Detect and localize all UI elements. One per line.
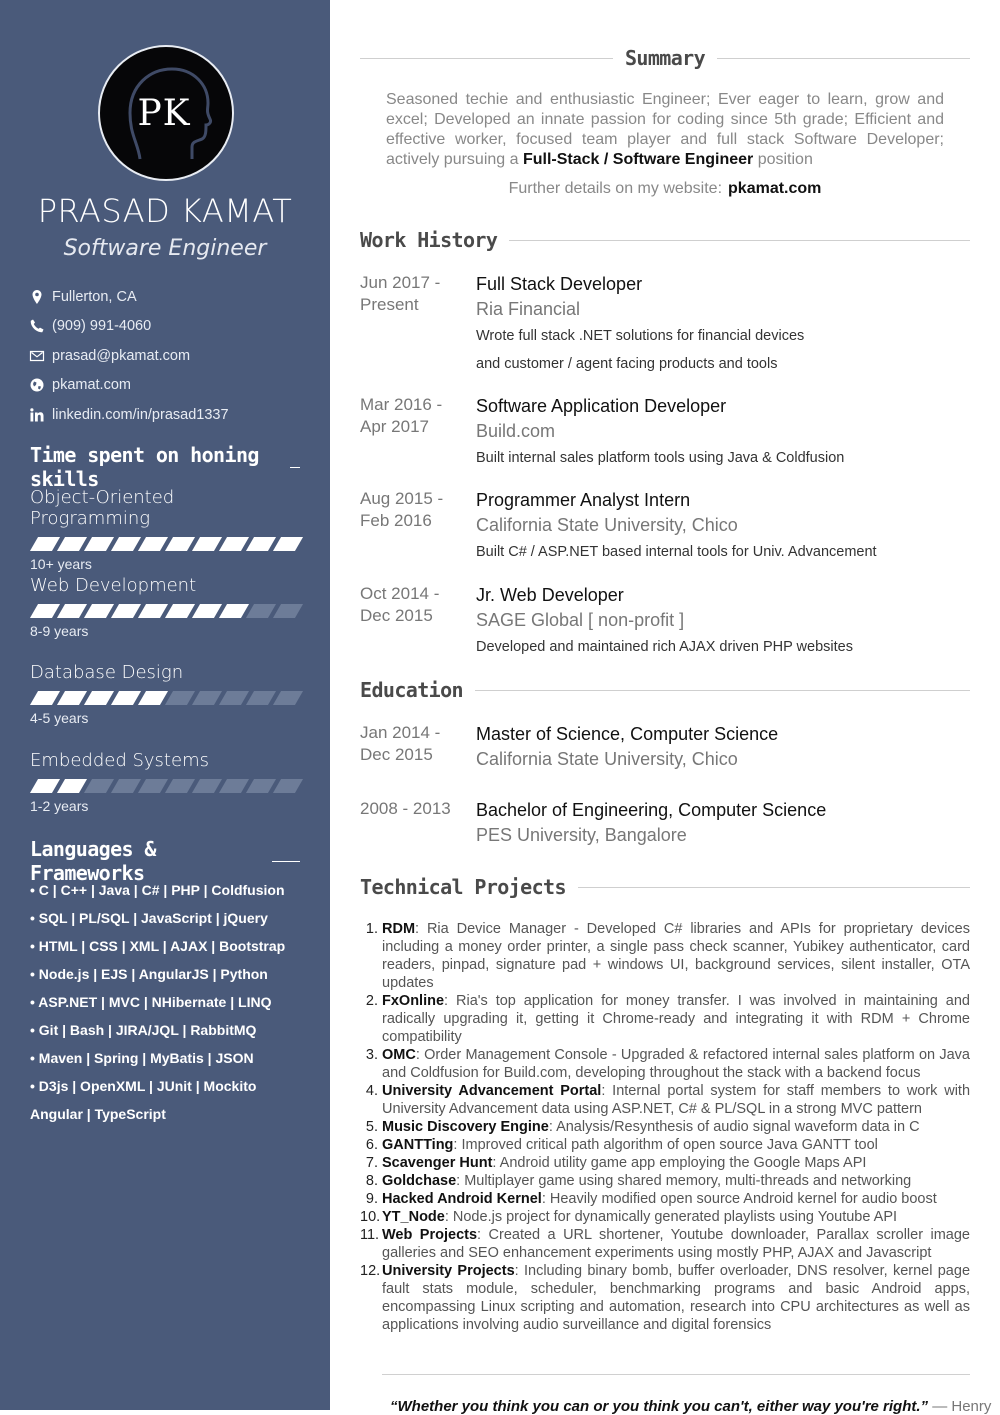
skill-segment-filled bbox=[138, 691, 168, 705]
profile-title: Software Engineer bbox=[63, 236, 267, 261]
skill-segment-filled bbox=[138, 537, 168, 551]
date-start: Mar 2016 - bbox=[360, 395, 443, 414]
languages-item: • Git | Bash | JIRA/JQL | RabbitMQ bbox=[30, 1022, 257, 1038]
summary-heading bbox=[360, 46, 970, 70]
skill-name: Database Design bbox=[30, 662, 184, 683]
skill-years: 4-5 years bbox=[30, 710, 89, 726]
skill-name: Web Development bbox=[30, 575, 197, 596]
project-item: 5. Music Discovery Engine: Analysis/Resynthesis of audio signal waveform data in C bbox=[365, 1119, 920, 1135]
languages-heading-rule bbox=[272, 861, 300, 862]
skill-segment-empty bbox=[246, 691, 276, 705]
project-item: 1. RDM: Ria Device Manager - Developed C# libraries and APIs for proprietary devices including a money order printer, a single pass check scanner, Yubikey authenticator, card readers, pinpad, signature pad + windows UI, background services, silent installer, OTA updates bbox=[365, 921, 970, 991]
skill-segment-empty bbox=[192, 691, 222, 705]
skills-heading bbox=[30, 443, 300, 491]
work-entry-org: California State University, Chico bbox=[476, 515, 738, 535]
date-end: Apr 2017 bbox=[360, 417, 429, 436]
work-history-heading-text: Work History bbox=[360, 228, 498, 252]
skill-segment-filled bbox=[165, 604, 195, 618]
skill-segment-empty bbox=[84, 779, 114, 793]
project-item: 7. Scavenger Hunt: Android utility game app employing the Google Maps API bbox=[365, 1155, 867, 1171]
profile-name: PRASAD KAMAT bbox=[37, 192, 293, 230]
skill-name: Object-Oriented Programming bbox=[30, 487, 175, 529]
skill-segment-filled bbox=[30, 779, 60, 793]
languages-item: • Node.js | EJS | AngularJS | Python bbox=[30, 966, 268, 982]
work-entry-role: Software Application Developer bbox=[476, 396, 727, 416]
languages-item: Angular | TypeScript bbox=[30, 1106, 166, 1122]
website-link[interactable]: pkamat.com bbox=[728, 180, 822, 197]
skill-segment-empty bbox=[246, 604, 276, 618]
projects-heading-rule bbox=[578, 887, 970, 888]
project-item: 2. FxOnline: Ria's top application for money transfer. I was involved in maintaining and radically upgrading it, getting it Chrome-ready and integrating it with RDM + Chrome compatibility bbox=[365, 993, 970, 1045]
work-entry-content bbox=[476, 394, 970, 472]
education-entry-content bbox=[476, 722, 970, 772]
skill-segment-filled bbox=[30, 537, 60, 551]
project-item: 11. Web Projects: Created a URL shortener, Youtube downloader, Parallax scroller image galleries and SEO enhancement experiments using mostly PHP, AJAX and Javascript bbox=[360, 1227, 970, 1261]
project-desc: : Created a URL shortener, Youtube downloader, Parallax scroller image galleries and SEO enhancement experiments using mostly PHP, AJAX and Javascript bbox=[382, 1227, 970, 1261]
languages-item: • Maven | Spring | MyBatis | JSON bbox=[30, 1050, 254, 1066]
contact-linkedin[interactable] bbox=[30, 400, 229, 430]
contact-phone-text[interactable]: (909) 991-4060 bbox=[52, 318, 152, 335]
project-desc: : Internal portal system for staff members to work with University Advancement data using ASP.NET, C# & PL/SQL in a strong MVC pattern bbox=[382, 1083, 971, 1117]
skill-years: 1-2 years bbox=[30, 798, 89, 814]
skill-segment-filled bbox=[30, 691, 60, 705]
skill-segment-filled bbox=[192, 537, 222, 551]
phone-icon bbox=[30, 319, 52, 333]
skill-segment-empty bbox=[192, 779, 222, 793]
skill-segment-empty bbox=[219, 691, 249, 705]
skill-database-design bbox=[30, 662, 300, 726]
skill-segment-filled bbox=[246, 537, 276, 551]
avatar bbox=[98, 45, 234, 181]
skill-segment-empty bbox=[246, 779, 276, 793]
languages-list bbox=[30, 880, 285, 1132]
skill-segment-empty bbox=[273, 604, 303, 618]
website-label: Further details on my website: bbox=[508, 180, 723, 197]
skill-years: 10+ years bbox=[30, 556, 92, 572]
contact-linkedin-text[interactable]: linkedin.com/in/prasad1337 bbox=[52, 406, 229, 423]
languages-item: • D3js | OpenXML | JUnit | Mockito bbox=[30, 1078, 257, 1094]
skill-segment-filled bbox=[111, 537, 141, 551]
education-entry-school: PES University, Bangalore bbox=[476, 825, 687, 845]
projects-list bbox=[360, 920, 971, 1334]
skill-segment-filled bbox=[273, 537, 303, 551]
skill-segment-empty bbox=[219, 779, 249, 793]
project-name: OMC bbox=[382, 1047, 416, 1063]
summary-body: Seasoned techie and enthusiastic Engineer; Ever eager to learn, grow and excel; Developed an innate passion for coding since 5th grade; Efficient and effective worker, focused team player and full stack Software Developer; actively pursuing a bbox=[386, 91, 944, 168]
work-entry-role: Full Stack Developer bbox=[476, 274, 643, 294]
bottom-divider bbox=[382, 1374, 970, 1375]
project-desc: : Ria Device Manager - Developed C# libraries and APIs for proprietary devices including a money order printer, a single pass check scanner, Yubikey authenticator, card readers, pinpad, signature pad + windows UI, background services, silent installer, OTA updates bbox=[382, 921, 970, 991]
skill-bar bbox=[30, 604, 300, 618]
education-entry-school: California State University, Chico bbox=[476, 749, 738, 769]
skill-name: Embedded Systems bbox=[30, 750, 209, 771]
summary-highlight: Full-Stack / Software Engineer bbox=[522, 151, 754, 168]
skill-segment-filled bbox=[57, 537, 87, 551]
project-desc: : Ria's top application for money transfer. I was involved in maintaining and radically upgrading it, getting it Chrome-ready and integrating it with RDM + Chrome compatibility bbox=[382, 993, 970, 1045]
project-name: RDM bbox=[382, 921, 416, 937]
skill-segment-empty bbox=[165, 779, 195, 793]
project-name: Scavenger Hunt bbox=[382, 1155, 493, 1171]
skill-segment-filled bbox=[84, 604, 114, 618]
work-entry-content bbox=[476, 488, 970, 566]
contact-website[interactable] bbox=[30, 371, 229, 401]
education-entry-content bbox=[476, 798, 970, 848]
education-entry-degree: Master of Science, Computer Science bbox=[476, 724, 779, 744]
sidebar bbox=[0, 0, 330, 1410]
skill-oop bbox=[30, 487, 300, 572]
project-desc: : Node.js project for dynamically generated playlists using Youtube API bbox=[444, 1209, 898, 1225]
work-entry-desc: and customer / agent facing products and tools bbox=[476, 356, 778, 372]
website-line bbox=[360, 180, 970, 198]
date-start: Jan 2014 - bbox=[360, 723, 441, 742]
work-entry-content bbox=[476, 272, 970, 378]
linkedin-icon bbox=[30, 408, 52, 422]
skill-segment-empty bbox=[273, 779, 303, 793]
globe-icon bbox=[30, 378, 52, 392]
skill-years: 8-9 years bbox=[30, 623, 89, 639]
project-item: 10. YT_Node: Node.js project for dynamically generated playlists using Youtube API bbox=[360, 1209, 898, 1225]
work-entry-date bbox=[360, 272, 470, 316]
date-start: Oct 2014 - bbox=[360, 584, 440, 603]
contact-list bbox=[30, 282, 229, 430]
envelope-icon bbox=[30, 349, 52, 363]
skills-heading-rule bbox=[290, 467, 300, 468]
skill-segment-empty bbox=[273, 691, 303, 705]
quote bbox=[390, 1398, 992, 1415]
skill-segment-filled bbox=[30, 604, 60, 618]
project-name: YT_Node bbox=[382, 1209, 445, 1225]
work-entry-org: Ria Financial bbox=[476, 299, 581, 319]
avatar-initials: PK bbox=[137, 92, 191, 134]
projects-heading-text: Technical Projects bbox=[360, 875, 566, 899]
project-desc: : Multiplayer game using shared memory, multi-threads and networking bbox=[456, 1173, 912, 1189]
date-end: Feb 2016 bbox=[360, 511, 432, 530]
work-history-heading-rule bbox=[509, 240, 970, 241]
project-name: GANTTing bbox=[382, 1137, 454, 1153]
summary-tail: position bbox=[753, 151, 813, 168]
skill-segment-filled bbox=[219, 604, 249, 618]
education-heading-rule bbox=[475, 690, 970, 691]
summary-heading-text: Summary bbox=[624, 46, 706, 70]
languages-heading-text: Languages & Frameworks bbox=[30, 837, 156, 885]
summary-heading-rule-left bbox=[360, 58, 613, 59]
work-entry-org: Build.com bbox=[476, 421, 556, 441]
work-entry-role: Programmer Analyst Intern bbox=[476, 490, 691, 510]
project-name: University Projects bbox=[382, 1263, 515, 1279]
education-entry-degree: Bachelor of Engineering, Computer Science bbox=[476, 800, 827, 820]
languages-heading bbox=[30, 837, 300, 885]
skill-segment-filled bbox=[111, 604, 141, 618]
work-entry-desc: Developed and maintained rich AJAX driven PHP websites bbox=[476, 639, 853, 655]
location-pin-icon bbox=[30, 290, 52, 304]
education-entry-date bbox=[360, 798, 470, 820]
contact-website-text[interactable]: pkamat.com bbox=[52, 377, 131, 394]
education-entry-date bbox=[360, 722, 470, 766]
skill-segment-filled bbox=[57, 691, 87, 705]
skill-segment-empty bbox=[138, 779, 168, 793]
skill-bar bbox=[30, 779, 300, 793]
project-name: University Advancement Portal bbox=[382, 1083, 602, 1099]
work-entry-desc: Built internal sales platform tools using Java & Coldfusion bbox=[476, 450, 845, 466]
work-entry-date bbox=[360, 583, 470, 627]
work-entry-date bbox=[360, 394, 470, 438]
date-start: 2008 - 2013 bbox=[360, 799, 451, 818]
contact-email-text[interactable]: prasad@pkamat.com bbox=[52, 347, 191, 364]
project-name: Hacked Android Kernel bbox=[382, 1191, 542, 1207]
skill-segment-filled bbox=[219, 537, 249, 551]
work-entry-date bbox=[360, 488, 470, 532]
skills-heading-text: Time spent on honing skills bbox=[30, 443, 259, 491]
skill-embedded-systems bbox=[30, 750, 300, 814]
project-desc: : Improved critical path algorithm of open source Java GANTT tool bbox=[453, 1137, 878, 1153]
work-entry-desc: Wrote full stack .NET solutions for financial devices bbox=[476, 328, 805, 344]
project-item: 6. GANTTing: Improved critical path algorithm of open source Java GANTT tool bbox=[365, 1137, 878, 1153]
work-entry-org: SAGE Global [ non-profit ] bbox=[476, 610, 685, 630]
skill-segment-filled bbox=[84, 537, 114, 551]
project-name: Goldchase bbox=[382, 1173, 457, 1189]
skill-segment-filled bbox=[138, 604, 168, 618]
date-end: Dec 2015 bbox=[360, 606, 433, 625]
date-start: Jun 2017 - bbox=[360, 273, 441, 292]
languages-item: • ASP.NET | MVC | NHibernate | LINQ bbox=[30, 994, 272, 1010]
skill-segment-empty bbox=[165, 691, 195, 705]
languages-item: • SQL | PL/SQL | JavaScript | jQuery bbox=[30, 910, 268, 926]
contact-phone[interactable] bbox=[30, 312, 229, 342]
contact-email[interactable] bbox=[30, 341, 229, 371]
main-content bbox=[360, 0, 992, 1415]
project-item: 3. OMC: Order Management Console - Upgraded & refactored internal sales platform on Java and Coldfusion for Build.com, developing throughout the stack with a backend focus bbox=[365, 1047, 970, 1081]
skill-segment-filled bbox=[111, 691, 141, 705]
education-heading-text: Education bbox=[360, 678, 463, 702]
skill-bar bbox=[30, 537, 300, 551]
languages-item: • HTML | CSS | XML | AJAX | Bootstrap bbox=[30, 938, 286, 954]
work-history-heading bbox=[360, 228, 970, 252]
skill-web-development bbox=[30, 575, 300, 639]
skill-segment-filled bbox=[57, 604, 87, 618]
project-item: 9. Hacked Android Kernel: Heavily modified open source Android kernel for audio boost bbox=[365, 1191, 937, 1207]
work-entry-role: Jr. Web Developer bbox=[476, 585, 624, 605]
skill-segment-filled bbox=[57, 779, 87, 793]
date-end: Dec 2015 bbox=[360, 745, 433, 764]
project-item: 8. Goldchase: Multiplayer game using shared memory, multi-threads and networking bbox=[365, 1173, 912, 1189]
quote-text: “Whether you think you can or you think you can't, either way you're right.” bbox=[390, 1398, 929, 1415]
education-heading bbox=[360, 678, 970, 702]
project-item: 4. University Advancement Portal: Internal portal system for staff members to work with University Advancement data using ASP.NET, C# & PL/SQL in a strong MVC pattern bbox=[365, 1083, 971, 1117]
contact-location bbox=[30, 282, 229, 312]
skill-segment-filled bbox=[192, 604, 222, 618]
work-entry-desc: Built C# / ASP.NET based internal tools for Univ. Advancement bbox=[476, 544, 877, 560]
quote-author: — Henry bbox=[928, 1398, 992, 1415]
project-desc: : Including binary bomb, buffer overloader, DNS resolver, kernel page fault stats module, scheduler, benchmarking programs and basic Android apps, encompassing Linux scripting and automation, research into CPU architectures as well as applications involving audio surveillance and digital forensics bbox=[382, 1263, 971, 1333]
date-start: Aug 2015 - bbox=[360, 489, 444, 508]
languages-item: • C | C++ | Java | C# | PHP | Coldfusion bbox=[30, 882, 285, 898]
summary-text bbox=[386, 90, 944, 170]
work-entry-content bbox=[476, 583, 970, 661]
project-desc: : Heavily modified open source Android kernel for audio boost bbox=[541, 1191, 937, 1207]
projects-heading bbox=[360, 875, 970, 899]
skill-segment-filled bbox=[84, 691, 114, 705]
project-desc: : Analysis/Resynthesis of audio signal waveform data in C bbox=[548, 1119, 920, 1135]
project-name: Web Projects bbox=[382, 1227, 478, 1243]
skill-segment-empty bbox=[111, 779, 141, 793]
project-item: 12. University Projects: Including binary bomb, buffer overloader, DNS resolver, kernel page fault stats module, scheduler, benchmarking programs and basic Android apps, encompassing Linux scripting and automation, research into CPU architectures as well as applications involving audio surveillance and digital forensics bbox=[360, 1263, 971, 1333]
date-end: Present bbox=[360, 295, 419, 314]
project-desc: : Android utility game app employing the Google Maps API bbox=[492, 1155, 867, 1171]
project-name: FxOnline bbox=[382, 993, 445, 1009]
project-name: Music Discovery Engine bbox=[382, 1119, 549, 1135]
summary-heading-rule-right bbox=[717, 58, 970, 59]
contact-location-text: Fullerton, CA bbox=[52, 288, 137, 305]
project-desc: : Order Management Console - Upgraded & refactored internal sales platform on Java and Coldfusion for Build.com, developing throughout the stack with a backend focus bbox=[382, 1047, 970, 1081]
skill-segment-filled bbox=[165, 537, 195, 551]
skill-bar bbox=[30, 691, 300, 705]
